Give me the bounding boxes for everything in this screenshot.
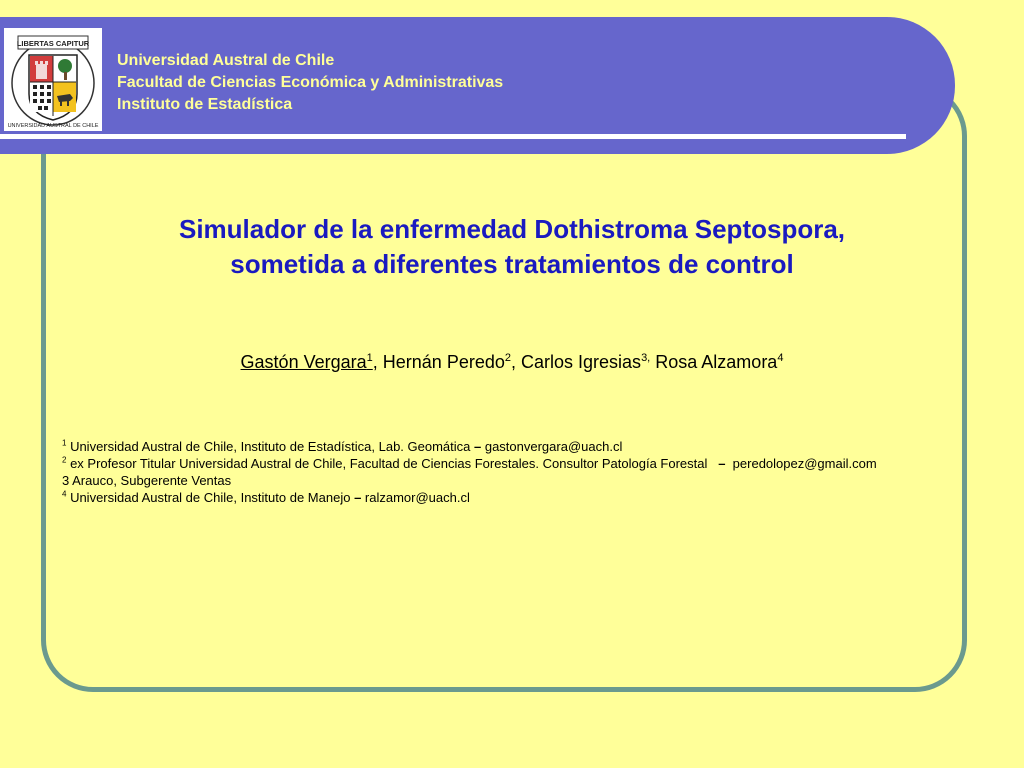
title-line-1: Simulador de la enfermedad Dothistroma Septospora, bbox=[178, 214, 846, 244]
author-name: Hernán Peredo bbox=[382, 352, 505, 372]
affiliation-contact: peredolopez@gmail.com bbox=[725, 456, 877, 471]
title-line-2: sometida a diferentes tratamientos de control bbox=[230, 249, 794, 279]
logo-motto: LIBERTAS CAPITUR bbox=[16, 39, 90, 48]
author-name: Rosa Alzamora bbox=[655, 352, 778, 372]
affiliation-3 bbox=[62, 472, 972, 489]
slide-title bbox=[60, 212, 964, 282]
affiliation-text: Universidad Austral de Chile, Instituto de Estadística, Lab. Geomática bbox=[66, 439, 474, 454]
affiliation-1 bbox=[62, 438, 972, 455]
university-logo bbox=[4, 28, 102, 131]
author-name: Gastón Vergara bbox=[240, 352, 367, 372]
affiliation-contact: gastonvergara@uach.cl bbox=[481, 439, 623, 454]
author-list bbox=[60, 350, 964, 374]
author-mark: 3, bbox=[641, 352, 651, 364]
institution-block bbox=[117, 50, 503, 116]
author-3 bbox=[521, 352, 655, 372]
author-mark: 2 bbox=[504, 352, 511, 364]
author-separator: , bbox=[372, 352, 383, 372]
affiliation-text: Arauco, Subgerente Ventas bbox=[69, 473, 232, 488]
affiliation-list bbox=[62, 438, 972, 506]
university-name: Universidad Austral de Chile bbox=[117, 52, 335, 69]
affiliation-mark: 4 bbox=[62, 489, 67, 499]
affiliation-mark: 1 bbox=[62, 438, 67, 448]
author-name: Carlos Igresias bbox=[521, 352, 642, 372]
affiliation-text: ex Profesor Titular Universidad Austral de Chile, Facultad de Ciencias Forestales. Consultor Patología Forestal bbox=[66, 456, 719, 471]
author-4 bbox=[655, 352, 783, 372]
affiliation-text: Universidad Austral de Chile, Instituto de Manejo bbox=[66, 490, 355, 505]
affiliation-mark: 2 bbox=[62, 455, 67, 465]
affiliation-4 bbox=[62, 489, 972, 506]
affiliation-dash: – bbox=[718, 456, 726, 471]
affiliation-dash: – bbox=[474, 439, 482, 454]
logo-ring-text: UNIVERSIDAD AUSTRAL DE CHILE bbox=[7, 123, 99, 129]
author-mark: 4 bbox=[777, 352, 784, 364]
author-2 bbox=[383, 352, 521, 372]
affiliation-2 bbox=[62, 455, 972, 472]
affiliation-mark: 3 bbox=[62, 473, 70, 488]
author-1 bbox=[241, 352, 383, 372]
header-divider bbox=[0, 134, 906, 139]
affiliation-dash: – bbox=[354, 490, 362, 505]
author-separator: , bbox=[511, 352, 522, 372]
author-mark: 1 bbox=[366, 352, 373, 364]
coat-of-arms-icon bbox=[4, 28, 102, 131]
affiliation-contact: ralzamor@uach.cl bbox=[361, 490, 470, 505]
institute-name: Instituto de Estadística bbox=[117, 96, 293, 113]
slide-frame bbox=[41, 84, 967, 692]
faculty-name: Facultad de Ciencias Económica y Administrativas bbox=[117, 74, 504, 91]
